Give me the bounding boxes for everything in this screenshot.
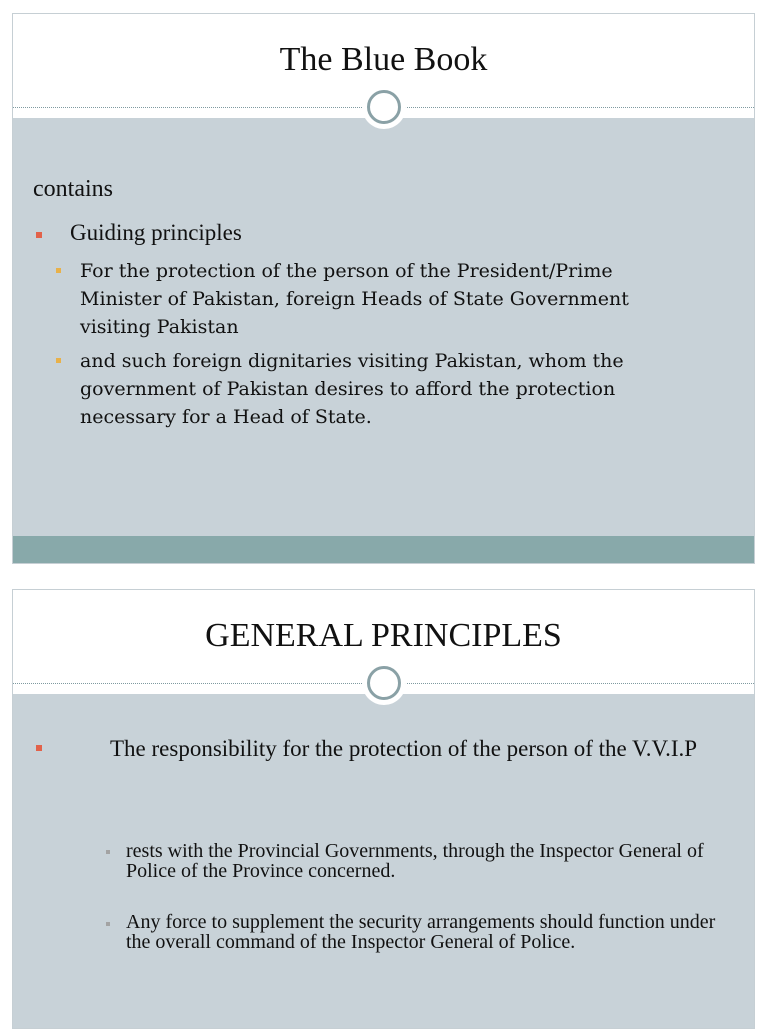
bullet-text: Guiding principles (70, 220, 242, 245)
sub-bullet-text: For the protection of the person of the President/Prime Minister of Pakistan, foreign Heads of State Government visiting Pakistan (80, 260, 629, 338)
sub-bullet-marker (56, 268, 61, 273)
divider-circle-ornament (362, 85, 406, 129)
slide-blue-book (12, 13, 755, 564)
slide-title: GENERAL PRINCIPLES (205, 617, 562, 654)
sub-bullet-marker (106, 850, 110, 854)
sub-bullet-marker (56, 358, 61, 363)
slide-heading: contains (33, 176, 113, 202)
bullet-marker (36, 232, 42, 238)
slide-general-principles (12, 589, 755, 1029)
slide-title: The Blue Book (279, 41, 488, 78)
sub-bullet-marker (106, 922, 110, 926)
sub-bullet-text: rests with the Provincial Governments, through the Inspector General of Police of the Province concerned. (126, 840, 704, 882)
sub-bullet-text: Any force to supplement the security arrangements should function under the overall command of the Inspector General of Police. (126, 911, 716, 953)
bullet-text: The responsibility for the protection of the person of the V.V.I.P (110, 736, 698, 761)
bullet-marker (36, 745, 42, 751)
sub-bullet-text: and such foreign dignitaries visiting Pakistan, whom the government of Pakistan desires to afford the protection necessary for a Head of State. (80, 350, 624, 428)
slide-footer-band (13, 536, 754, 563)
divider-circle-ornament (362, 661, 406, 705)
